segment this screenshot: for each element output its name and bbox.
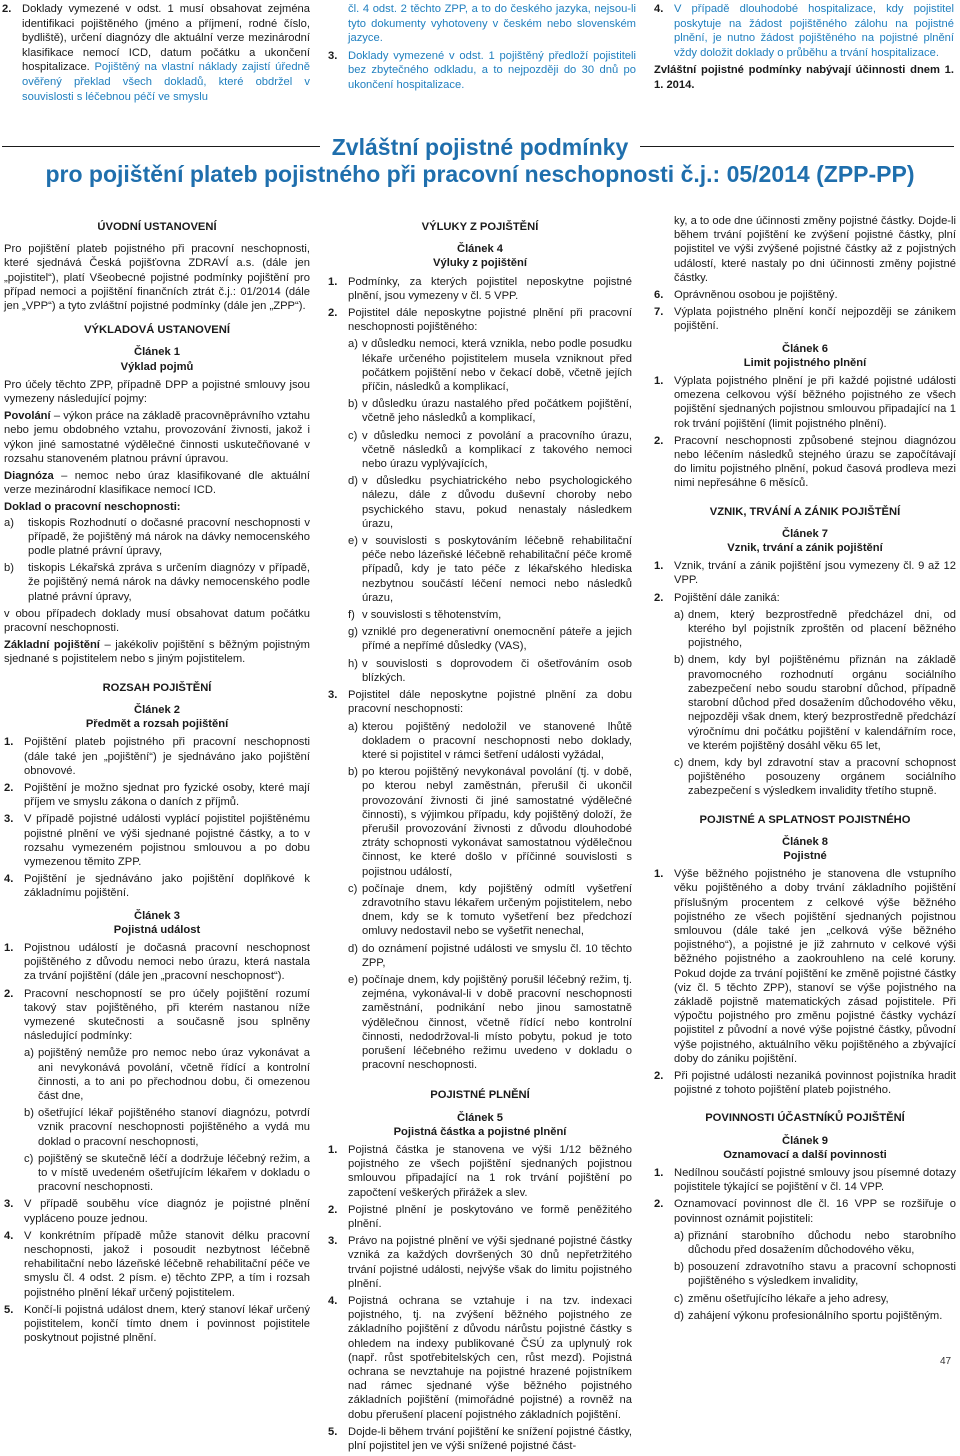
article-2-item: 2. Pojištění je možno sjednat pro fyzické osoby, které mají příjem ve smyslu zákona o daních z příjmů. [4, 781, 310, 809]
article-8-number: Článek 8 [781, 835, 829, 848]
effective-date-note: Zvláštní pojistné podmínky nabývají účinnosti dnem 1. 1. 2014. [654, 64, 954, 91]
section-heading-scope: ROZSAH POJIŠTĚNÍ [102, 681, 212, 694]
definition-diagnosis: Diagnóza – nemoc nebo úraz klasifikované dle aktuální verze mezinárodní klasifikace nemocí ICD. [4, 470, 310, 497]
sick-note-item-a: a) tiskopis Rozhodnutí o dočasné pracovní neschopnosti v případě, že pojištěný má nárok na dávky nemocenského podle platné právní úpravy, [4, 516, 310, 558]
article-1-title: Výklad pojmů [120, 360, 194, 373]
top-item-2: 2. Doklady vymezené v odst. 1 musí obsahovat zejména identifikaci pojištěného (jméno a příjmení, rodné číslo, bydliště), určení diagnózy dle aktuální verze mezinárodní klasifikace nemocí ICD, datum počátku a ukončení hospitalizace. Pojištěný na vlastní náklady zajistí úředně ověřený překlad všech dokladů, které obdržel v souvislosti s léčebnou péčí ve smyslu [2, 3, 310, 103]
article-8-title: Pojistné [783, 849, 827, 862]
article-5-continuation: ky, a to ode dne účinnosti změny pojistné částky. Dojde-li během trvání pojištění ke zvýšení pojistné částky, plní pojistitel ve výši zvýšené pojistné částky až z pojistných událostí, které nastaly po dni účinnosti změny pojistné částky. [674, 215, 956, 284]
article-3-item: 2. Pracovní neschopností se pro účely pojištění rozumí takový stav pojištěného, při kterém nastanou níže vymezené skutečnosti a současně jsou splněny následující podmínky: [4, 987, 310, 1043]
article-4-subitem: d) do oznámení pojistné události ve smyslu čl. 10 těchto ZPP, [348, 942, 632, 969]
article-4-item: 3. Pojistitel dále neposkytne pojistné plnění za dobu pracovní neschopnosti: [328, 689, 632, 716]
article-4-subitem: f) v souvislosti s těhotenstvím, [348, 609, 502, 622]
top-item-3: 3. Doklady vymezené v odst. 1 pojištěný předloží pojistiteli bez zbytečného odkladu, a to nejpozději do 30 dnů po ukončení hospitalizace. [328, 49, 636, 91]
article-2-number: Článek 2 [133, 703, 181, 716]
section-heading-benefit: POJISTNÉ PLNĚNÍ [430, 1089, 530, 1102]
section-heading-duration: VZNIK, TRVÁNÍ A ZÁNIK POJIŠTĚNÍ [709, 505, 901, 518]
article-3-item: 4. V konkrétním případě může stanovit délku pracovní neschopnosti, jakož i posoudit nezbytnost léčebně rehabilitační nebo lázeňské léčebně rehabilitační péče ve smyslu čl. 4 odst. 2 písm. e) těchto ZPP, a tím i rozsah pojistného plnění lékař určený pojistitelem. [4, 1229, 310, 1299]
definition-basic-insurance: Základní pojištění – jakékoliv pojištění s běžným pojistným sjednané s pojistitelem nebo s jiným pojistitelem. [4, 639, 310, 666]
sick-note-item-b: b) tiskopis Lékařská zpráva s určením diagnózy v případě, že pojištěný nemá nárok na dávky nemocenského podle platné právní úpravy, [4, 562, 310, 603]
article-3-title: Pojistná událost [113, 923, 201, 936]
article-4-item: 2. Pojistitel dále neposkytne pojistné plnění při pracovní neschopnosti pojištěného: [328, 307, 632, 334]
article-6-item: 1. Výplata pojistného plnění je při každé pojistné události omezena celkovou výší běžného pojistného ze všech pojištění sjednaných pojistnou smlouvou připadající na 1 rok trvání pojištění (limit pojistného plnění). [654, 375, 956, 430]
top-column-3 [654, 2, 954, 96]
article-5-item: 7. Výplata pojistného plnění končí nejpozději se zánikem pojištění. [654, 306, 956, 333]
article-4-subitem: b) v důsledku úrazu nastalého před počátkem pojištění, včetně jeho následků a komplikací, [348, 398, 632, 425]
article-8-item: 1. Výše běžného pojistného je stanovena dle vstupního věku pojištěného a doby trvání základního pojištění příslušným procentem z celkové výše běžného pojistného ze všech pojištění sjednaných pojistnou smlouvou (dále také jen „celková výše běžného pojistného“), a pojistné je již zahrnuto v celkové výši běžného pojistného a zaokrouhleno na celé koruny. Pokud dojde za trvání pojištění ke změně pojistné částky (viz čl. 5 těchto ZPP), stanoví se výše pojistného na základě pojistně matematických zásad pojistitele. Při výpočtu pojistného pro změnu pojistné částky vychází pojistitel z původní a nové výše pojistné částky, původní výše pojistného, aktuálního věku pojištěného a zbývající doby do zániku pojištění. [654, 868, 956, 1065]
article-2-item: 4. Pojištění je sjednáváno jako pojištění doplňkové k základnímu pojištění. [4, 873, 310, 900]
article-2-title: Předmět a rozsah pojištění [85, 718, 229, 731]
definition-occupation: Povolání – výkon práce na základě pracovněprávního vztahu nebo jemu obdobného vztahu, provozování živnosti, jakož i výkon jiné samostatné výdělečné činnosti uskutečňované v rozsahu stanoveném platnou právní úpravou. [4, 410, 310, 465]
section-heading-intro: ÚVODNÍ USTANOVENÍ [97, 221, 217, 233]
top-item-2-text-blue: Pojištěný na vlastní náklady zajistí úředně ověřený překlad všech dokladů, které obdržel v souvislosti s léčebnou péčí ve smyslu [22, 61, 310, 103]
article-5-item: 1. Pojistná částka je stanovena ve výši 1/12 běžného pojistného ze všech pojištění sjednaných pojistnou smlouvou připadající na 1 rok trvání pojištění po započtení veškerých přirážek a slev. [328, 1143, 632, 1199]
article-7-subitem: c) dnem, kdy byl zdravotní stav a pracovní schopnost pojištěného posouzeny orgánem sociálního zabezpečení s výsledkem invalidity třetího stupně. [674, 756, 956, 798]
article-7-item: 1. Vznik, trvání a zánik pojištění jsou vymezeny čl. 9 až 12 VPP. [654, 560, 956, 587]
column-1 [4, 214, 310, 1348]
article-5-item: 4. Pojistná ochrana se vztahuje i na tzv. indexaci pojistného, tj. na zvýšení běžného pojistného ze základního pojištění z důvodu nárůstu pojistné částky s ohledem na indexy publikované ČSÚ za uplynulý rok (např. růst spotřebitelských cen, růst mezd). Pojistná ochrana se nevztahuje na pojistné hrazené pojistníkem nad rámec sjednané výše běžného pojistného základních pojištění (mimořádné pojistné) a rovněž na dobu přerušení placení pojistného základních pojištění. [328, 1295, 632, 1421]
article-9-subitem: b) posouzení zdravotního stavu a pracovní schopnosti pojištěného s výsledkem invalidity, [674, 1261, 956, 1288]
article-7-title: Vznik, trvání a zánik pojištění [727, 542, 883, 555]
article-4-number: Článek 4 [456, 243, 504, 256]
top-col2-intro: čl. 4 odst. 2 těchto ZPP, a to do českého jazyka, nejsou-li tyto dokumenty vyhotoveny v českém nebo slovenském jazyce. [348, 3, 636, 45]
column-3 [654, 214, 956, 1326]
article-1-intro: Pro účely těchto ZPP, případně DPP a pojistné smlouvy jsou vymezeny následující pojmy: [4, 378, 310, 406]
article-3-subitem: a) pojištěný nemůže pro nemoc nebo úraz vykonávat a ani nevykonává povolání, včetně řídící a kontrolní činnosti, a to ani po přechodnou dobu, či omezenou část dne, [24, 1047, 310, 1102]
article-9-title: Oznamovací a další povinnosti [723, 1148, 887, 1161]
top-column-1 [2, 2, 310, 107]
column-2 [328, 214, 632, 1456]
article-3-item: 3. V případě souběhu více diagnóz je pojistné plnění vypláceno pouze jednou. [4, 1198, 310, 1225]
article-4-subitem: a) kterou pojištěný nedoložil ve stanovené lhůtě dokladem o pracovní neschopnosti nebo doklady, které si pojistitel v rámci šetření události vyžádal, [348, 720, 632, 761]
article-4-subitem: c) v důsledku nemoci z povolání a pracovního úrazu, včetně následků a komplikací z takového nemoci nebo úrazu vyplývajících, [348, 429, 632, 471]
article-3-item: 1. Pojistnou událostí je dočasná pracovní neschopnost pojištěného z důvodu nemoci nebo úrazu, která nastala za trvání pojištění (dále jen „pracovní neschopnost“). [4, 941, 310, 983]
article-4-subitem: b) po kterou pojištěný nevykonával povolání (tj. v době, po kterou nebyl zaměstnán, přerušil či ukončil provozování živnosti či jiné samostatné výdělečné činnosti), s výjimkou případu, kdy pojištěný doloží, že přerušil provozování živnosti z důvodu dlouhodobé ztráty schopnosti vykonávat samostatnou výdělečnou činnost, ke které došlo v příčinné souvislosti s pojistnou událostí, [348, 766, 632, 878]
article-7-subitem: b) dnem, kdy byl pojištěnému přiznán na základě pravomocného rozhodnutí orgánu sociálního zabezpečení nebo soudu starobní důchod, případně starobní důchod před dosažením důchodového věku, nejpozději však dnem, který bezprostředně předchází výročnímu dni počátku pojištění v kalendářním roce, ve kterém pojištěný dosáhl věku 65 let, [674, 654, 956, 752]
title-line-1: Zvláštní pojistné podmínky [331, 134, 629, 160]
article-5-item: 5. Dojde-li během trvání pojištění ke snížení pojistné částky, plní pojistitel jen ve výši snížené pojistné část- [328, 1425, 632, 1453]
article-4-subitem: h) v souvislosti s doprovodem či ošetřováním osob blízkých. [348, 657, 632, 684]
article-7-subitem: a) dnem, který bezprostředně předcházel dni, od kterého byl pojistník zproštěn od placení běžného pojistného, [674, 608, 956, 650]
sick-note-tail: v obou případech doklady musí obsahovat datum počátku pracovní neschopnosti. [4, 607, 310, 635]
article-3-number: Článek 3 [133, 909, 181, 922]
article-5-item: 2. Pojistné plnění je poskytováno ve formě peněžitého plnění. [328, 1203, 632, 1230]
article-8-item: 2. Při pojistné události nezaniká povinnost pojistníka hradit pojistné z tohoto pojištění plateb pojistného. [654, 1069, 956, 1097]
article-4-item: 1. Podmínky, za kterých pojistitel neposkytne pojistné plnění, jsou vymezeny v čl. 5 VPP. [328, 275, 632, 302]
article-4-subitem: g) vzniklé pro degenerativní onemocnění páteře a jejich přímé a nepřímé důsledky (VAS), [348, 626, 632, 653]
section-heading-definitions: VÝKLADOVÁ USTANOVENÍ [84, 324, 230, 337]
section-heading-obligations: POVINNOSTI ÚČASTNÍKŮ POJIŠTĚNÍ [705, 1112, 905, 1125]
section-heading-premium: POJISTNÉ A SPLATNOST POJISTNÉHO [699, 813, 911, 826]
article-6-item: 2. Pracovní neschopnosti způsobené stejnou diagnózou nebo léčením následků stejného úrazu se započítávají do limitu pojistného plnění, pokud časová prodleva mezi nimi nepřesáhne 6 měsíců. [654, 434, 956, 490]
top-item-2-text: Doklady vymezené v odst. 1 musí obsahovat zejména identifikaci pojištěného (jméno a příjmení, rodné číslo, bydliště), určení diagnózy dle aktuální verze mezinárodní klasifikace nemocí ICD, datum počátku a ukončení hospitalizace. [22, 3, 310, 74]
article-9-item: 2. Oznamovací povinnost dle čl. 16 VPP se rozšiřuje o povinnost oznámit pojistiteli: [654, 1198, 956, 1225]
article-5-item: 3. Právo na pojistné plnění ve výši sjednané pojistné částky vzniká za každých dovršených 30 dnů nepřetržitého trvání pojistné události, nejvýše však do limitu pojistného plnění. [328, 1235, 632, 1290]
article-7-number: Článek 7 [781, 527, 829, 540]
article-6-title: Limit pojistného plnění [743, 356, 867, 369]
intro-paragraph: Pro pojištění plateb pojistného při pracovní neschopnosti, které sjednává Česká pojišťovna ZDRAVÍ a.s. (dále jen „pojistitel“), platí Všeobecné pojistné podmínky pojištění pro případ nemoci a pojištění finančních ztrát č.j.: 01/2014 (dále jen „VPP“) a tyto zvláštní pojistné podmínky (dále jen „ZPP“). [4, 243, 310, 313]
article-2-item: 1. Pojištění plateb pojistného při pracovní neschopnosti (dále také jen „pojištění“) je sjednáváno jako pojištění obnovové. [4, 736, 310, 777]
article-3-subitem: b) ošetřující lékař pojištěného stanoví diagnózu, potvrdí vznik pracovní neschopnosti pojištěného a vydá mu doklad o pracovní neschopnosti, [24, 1107, 310, 1148]
article-4-subitem: a) v důsledku nemoci, která vznikla, nebo podle posudku lékaře určeného pojistitelem musela vzniknout před počátkem pojištění nebo v čekací době, včetně jejích příčin, následků a komplikací, [348, 338, 632, 394]
article-3-subitem: c) pojištěný se skutečně léčí a dodržuje léčebný režim, a to v místě uvedeném ošetřujícím lékařem v dokladu o pracovní neschopnosti. [24, 1152, 310, 1194]
article-9-number: Článek 9 [781, 1134, 829, 1147]
title-line-2: pro pojištění plateb pojistného při pracovní neschopnosti č.j.: 05/2014 (ZPP-PP) [45, 161, 915, 187]
article-6-number: Článek 6 [781, 342, 829, 355]
article-5-title: Pojistná částka a pojistné plnění [393, 1125, 567, 1138]
definition-sick-note-term: Doklad o pracovní neschopnosti: [4, 501, 181, 514]
article-4-title: Výluky z pojištění [433, 257, 527, 270]
article-9-subitem: d) zahájení výkonu profesionálního sportu pojištěným. [674, 1309, 943, 1322]
top-continuation [0, 0, 960, 110]
article-4-subitem: e) v souvislosti s poskytováním léčebně rehabilitační péče nebo lázeňské léčebně rehabilitační péče kromě případů, kdy je tato péče z lékařského hlediska nezbytnou součástí léčení nemoci nebo následků úrazu, [348, 535, 632, 604]
article-1-number: Článek 1 [133, 346, 181, 359]
article-4-subitem: d) v důsledku psychiatrického nebo psychologického nálezu, dále z důvodu duševní choroby nebo psychického stavu, pokud nenastaly následkem úrazu, [348, 475, 632, 530]
article-7-item: 2. Pojištění dále zaniká: [654, 591, 780, 604]
page-number: 47 [940, 1356, 952, 1367]
top-column-2 [328, 2, 636, 96]
document-title [0, 134, 960, 188]
article-5-number: Článek 5 [456, 1111, 504, 1124]
article-9-subitem: c) změnu ošetřujícího lékaře a jeho adresy, [674, 1292, 889, 1305]
top-item-4: 4. V případě dlouhodobé hospitalizace, kdy pojistitel poskytuje na žádost pojištěného zálohu na pojistné plnění, je nutno žádost pojištěného na pojistné plnění vždy doložit doklady o průběhu a trvání hospitalizace. [654, 3, 954, 59]
section-heading-exclusions: VÝLUKY Z POJIŠTĚNÍ [421, 221, 539, 233]
article-5-item: 6. Oprávněnou osobou je pojištěný. [654, 289, 838, 302]
article-9-item: 1. Nedílnou součástí pojistné smlouvy jsou písemné dotazy pojistitele týkající se pojištění v čl. 14 VPP. [654, 1166, 956, 1194]
article-2-item: 3. V případě pojistné události vyplácí pojistitel pojištěnému pojistné plnění ve výši sjednané pojistné částky, a to v rozsahu vymezeném pojistnou smlouvou a po dobu vymezenou těmito ZPP. [4, 813, 310, 868]
article-3-item: 5. Končí-li pojistná událost dnem, který stanoví lékař určený pojistitelem, končí tímto dnem i povinnost pojistitele poskytnout pojistné plnění. [4, 1303, 310, 1345]
article-4-subitem: c) počínaje dnem, kdy pojištěný odmítl vyšetření zdravotního stavu lékařem určeným pojistitelem, nebo dnem, kdy se k tomuto vyšetření bez předchozí omluvy nedostavil nebo se vyšetřit nenechal, [348, 882, 632, 938]
article-4-subitem: e) počínaje dnem, kdy pojištěný porušil léčebný režim, tj. zejména, vykonával-li v době pracovní neschopnosti zaměstnání, podnikání nebo jinou samostatně výdělečnou činnost, včetně řídící nebo kontrolní činnosti, nedodržoval-li místo pobytu, pokud je toto porušení léčebného režimu uvedeno v dokladu o pracovní neschopnosti. [348, 973, 632, 1072]
article-9-subitem: a) přiznání starobního důchodu nebo starobního důchodu před dosažením důchodového věku, [674, 1229, 956, 1256]
